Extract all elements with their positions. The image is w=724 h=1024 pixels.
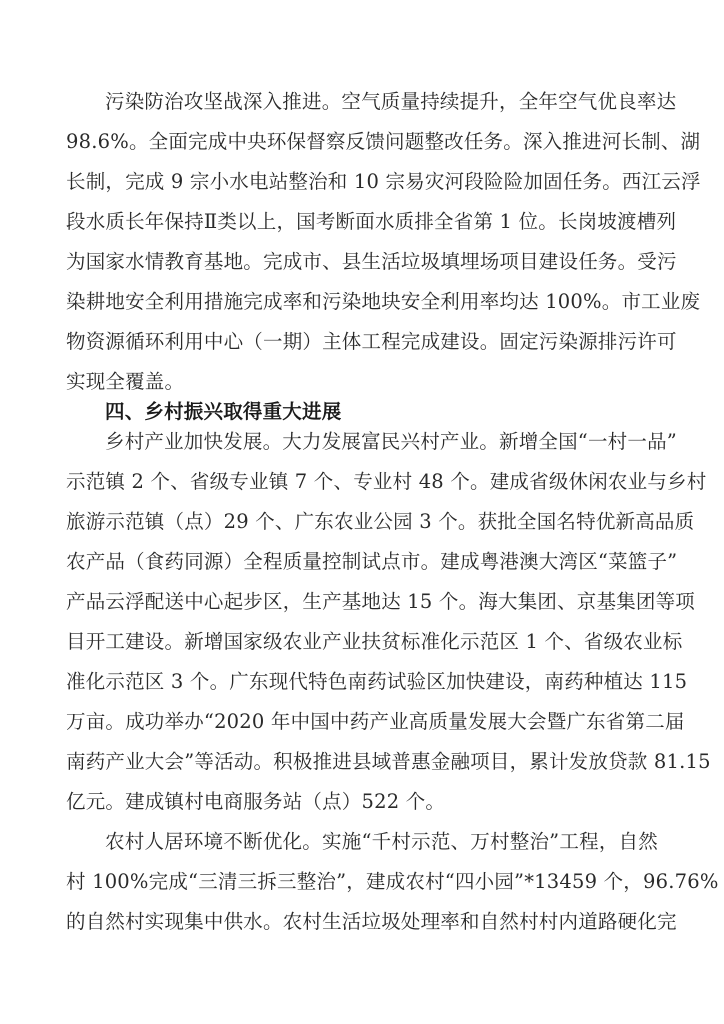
paragraph-line: 示范镇 2 个、省级专业镇 7 个、专业村 48 个。建成省级休闲农业与乡村 <box>66 470 707 493</box>
paragraph-line: 农村人居环境不断优化。实施“千村示范、万村整治”工程，自然 <box>105 830 658 853</box>
paragraph-line: 实现全覆盖。 <box>66 370 185 393</box>
paragraph-line: 长制，完成 9 宗小水电站整治和 10 宗易灾河段险险加固任务。西江云浮 <box>66 170 701 193</box>
paragraph-line: 村 100%完成“三清三拆三整治”，建成农村“四小园”*13459 个，96.76% <box>66 870 719 893</box>
paragraph-line: 染耕地安全利用措施完成率和污染地块安全利用率均达 100%。市工业废 <box>66 290 701 313</box>
paragraph-line: 产品云浮配送中心起步区，生产基地达 15 个。海大集团、京基集团等项 <box>66 590 696 613</box>
paragraph-line: 目开工建设。新增国家级农业产业扶贫标准化示范区 1 个、省级农业标 <box>66 630 683 653</box>
paragraph-line: 准化示范区 3 个。广东现代特色南药试验区加快建设，南药种植达 115 <box>66 670 688 693</box>
paragraph-line: 南药产业大会”等活动。积极推进县域普惠金融项目，累计发放贷款 81.15 <box>66 750 711 773</box>
paragraph-line: 段水质长年保持Ⅱ类以上，国考断面水质排全省第 1 位。长岗坡渡槽列 <box>66 210 677 233</box>
paragraph-line: 物资源循环利用中心（一期）主体工程完成建设。固定污染源排污许可 <box>66 330 677 353</box>
paragraph-line: 为国家水情教育基地。完成市、县生活垃圾填埋场项目建设任务。受污 <box>66 250 677 273</box>
paragraph-line: 98.6%。全面完成中央环保督察反馈问题整改任务。深入推进河长制、湖 <box>66 130 701 153</box>
section-heading: 四、乡村振兴取得重大进展 <box>105 400 342 423</box>
paragraph-line: 旅游示范镇（点）29 个、广东农业公园 3 个。获批全国名特优新高品质 <box>66 510 695 533</box>
paragraph-line: 万亩。成功举办“2020 年中国中药产业高质量发展大会暨广东省第二届 <box>66 710 685 733</box>
paragraph-line: 亿元。建成镇村电商服务站（点）522 个。 <box>66 790 446 813</box>
paragraph-line: 污染防治攻坚战深入推进。空气质量持续提升，全年空气优良率达 <box>105 90 677 113</box>
paragraph-line: 乡村产业加快发展。大力发展富民兴村产业。新增全国“一村一品” <box>105 430 677 453</box>
paragraph-line: 农产品（食药同源）全程质量控制试点市。建成粤港澳大湾区“菜篮子” <box>66 550 678 573</box>
paragraph-line: 的自然村实现集中供水。农村生活垃圾处理率和自然村村内道路硬化完 <box>66 910 677 933</box>
